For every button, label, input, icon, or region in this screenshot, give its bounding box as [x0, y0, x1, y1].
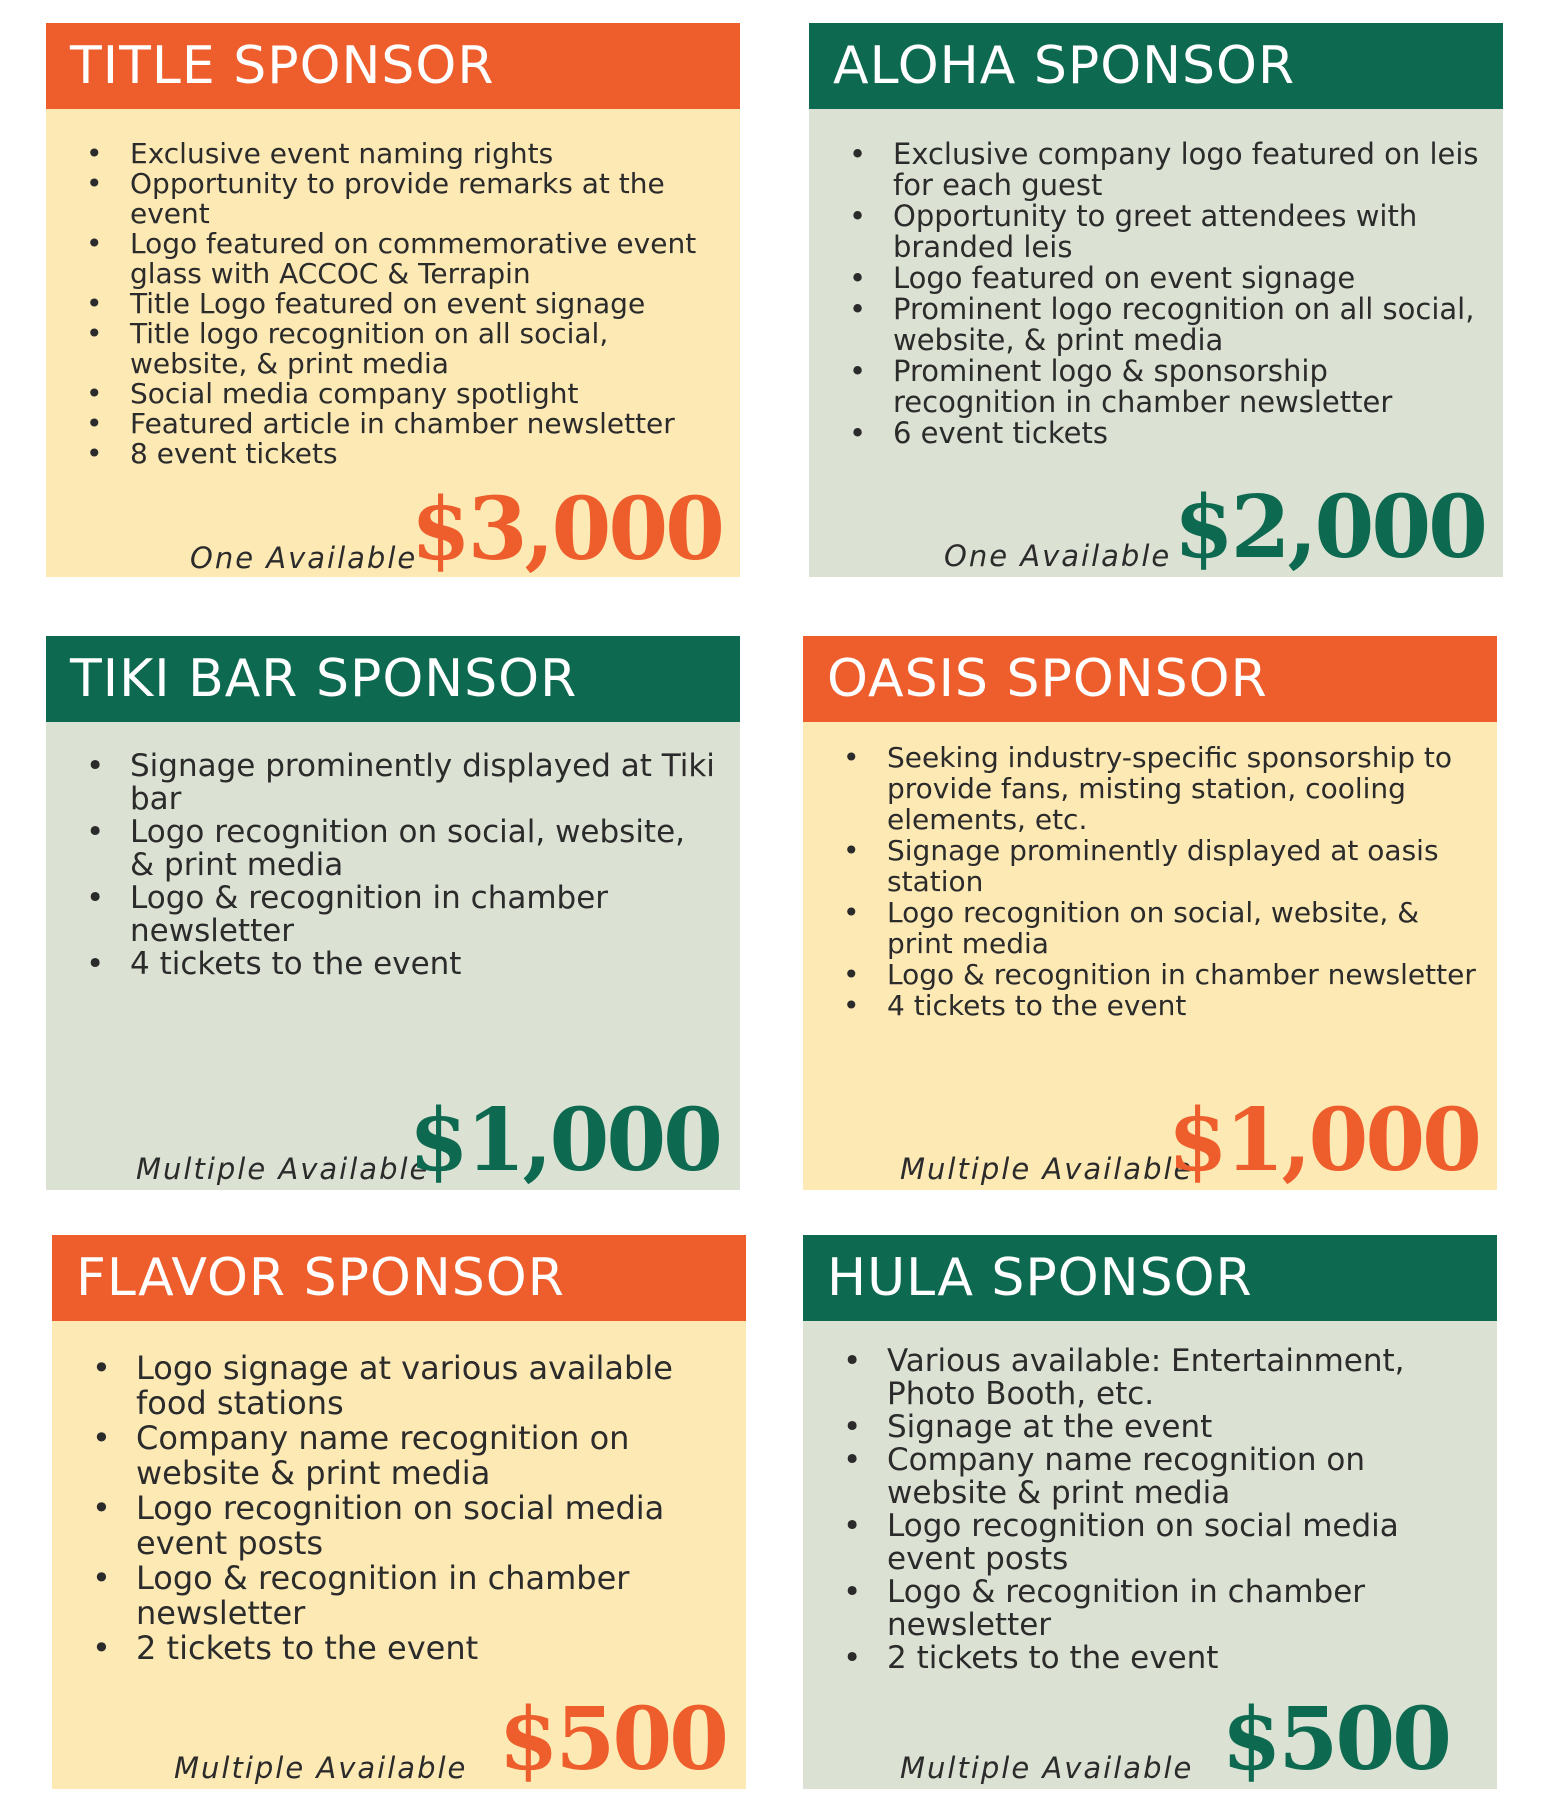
- benefit-item: • Prominent logo recognition on all social, website, & print media: [869, 294, 1489, 356]
- benefit-item: • Logo featured on commemorative event glass with ACCOC & Terrapin: [106, 229, 706, 289]
- card-body: [46, 722, 740, 1190]
- benefit-item: • Signage prominently displayed at oasis station: [863, 835, 1493, 897]
- card-body: [809, 109, 1503, 577]
- sponsor-card-title: [46, 23, 740, 580]
- card-body: [46, 109, 740, 580]
- card-title: OASIS SPONSOR: [803, 636, 1497, 722]
- benefit-item: • Prominent logo & sponsorship recognition in chamber newsletter: [869, 356, 1489, 418]
- card-title: TITLE SPONSOR: [46, 23, 740, 109]
- benefit-item: • 4 tickets to the event: [863, 990, 1493, 1021]
- benefits-list: [803, 1345, 1483, 1675]
- card-title: HULA SPONSOR: [803, 1235, 1497, 1321]
- benefit-item: • Logo & recognition in chamber newsletter: [112, 1561, 732, 1631]
- benefit-item: • 2 tickets to the event: [863, 1642, 1483, 1675]
- benefit-item: • Logo & recognition in chamber newsletter: [106, 882, 716, 948]
- benefit-item: • Title logo recognition on all social, website, & print media: [106, 319, 706, 379]
- benefit-item: • Logo recognition on social, website, & print media: [106, 816, 716, 882]
- benefit-item: • Various available: Entertainment, Photo Booth, etc.: [863, 1345, 1483, 1411]
- benefits-list: [809, 139, 1489, 449]
- availability-text: One Available: [190, 541, 418, 575]
- benefit-item: • Exclusive company logo featured on leis for each guest: [869, 139, 1489, 201]
- benefits-list: [46, 750, 716, 981]
- price: $500: [1221, 1689, 1449, 1790]
- benefit-item: • Logo & recognition in chamber newsletter: [863, 959, 1493, 990]
- benefit-item: • Opportunity to greet attendees with branded leis: [869, 201, 1489, 263]
- card-body: [803, 722, 1497, 1190]
- sponsor-card-oasis: [803, 636, 1497, 1190]
- benefit-item: • Featured article in chamber newsletter: [106, 409, 706, 439]
- sponsor-card-tiki-bar: [46, 636, 740, 1190]
- availability-text: Multiple Available: [174, 1751, 468, 1785]
- benefit-item: • Signage at the event: [863, 1411, 1483, 1444]
- benefit-item: • Social media company spotlight: [106, 379, 706, 409]
- benefit-item: • Logo signage at various available food stations: [112, 1351, 732, 1421]
- sponsor-card-flavor: [52, 1235, 746, 1789]
- benefits-list: [52, 1351, 732, 1666]
- price: $500: [498, 1689, 726, 1790]
- sponsor-card-hula: [803, 1235, 1497, 1789]
- benefit-item: • 2 tickets to the event: [112, 1631, 732, 1666]
- price: $3,000: [410, 479, 722, 580]
- card-title: ALOHA SPONSOR: [809, 23, 1503, 109]
- availability-text: Multiple Available: [900, 1751, 1194, 1785]
- benefit-item: • Seeking industry-specific sponsorship to provide fans, misting station, cooling elements, etc.: [863, 742, 1493, 835]
- benefits-list: [803, 742, 1493, 1021]
- price: $1,000: [408, 1090, 720, 1191]
- availability-text: One Available: [944, 539, 1172, 573]
- benefit-item: • Logo recognition on social media event posts: [112, 1491, 732, 1561]
- availability-text: Multiple Available: [136, 1152, 430, 1186]
- card-body: [52, 1321, 746, 1789]
- benefit-item: • Logo & recognition in chamber newsletter: [863, 1576, 1483, 1642]
- card-body: [803, 1321, 1497, 1789]
- price: $2,000: [1173, 477, 1485, 578]
- benefits-list: [46, 139, 706, 469]
- benefit-item: • Signage prominently displayed at Tiki bar: [106, 750, 716, 816]
- benefit-item: • 6 event tickets: [869, 418, 1489, 449]
- benefit-item: • Opportunity to provide remarks at the event: [106, 169, 706, 229]
- price: $1,000: [1167, 1090, 1479, 1191]
- benefit-item: • Logo recognition on social media event posts: [863, 1510, 1483, 1576]
- benefit-item: • 4 tickets to the event: [106, 948, 716, 981]
- card-title: FLAVOR SPONSOR: [52, 1235, 746, 1321]
- availability-text: Multiple Available: [900, 1152, 1194, 1186]
- benefit-item: • Title Logo featured on event signage: [106, 289, 706, 319]
- benefit-item: • Company name recognition on website & print media: [112, 1421, 732, 1491]
- benefit-item: • Logo featured on event signage: [869, 263, 1489, 294]
- card-title: TIKI BAR SPONSOR: [46, 636, 740, 722]
- benefit-item: • 8 event tickets: [106, 439, 706, 469]
- benefit-item: • Company name recognition on website & print media: [863, 1444, 1483, 1510]
- benefit-item: • Logo recognition on social, website, & print media: [863, 897, 1493, 959]
- benefit-item: • Exclusive event naming rights: [106, 139, 706, 169]
- sponsor-card-aloha: [809, 23, 1503, 577]
